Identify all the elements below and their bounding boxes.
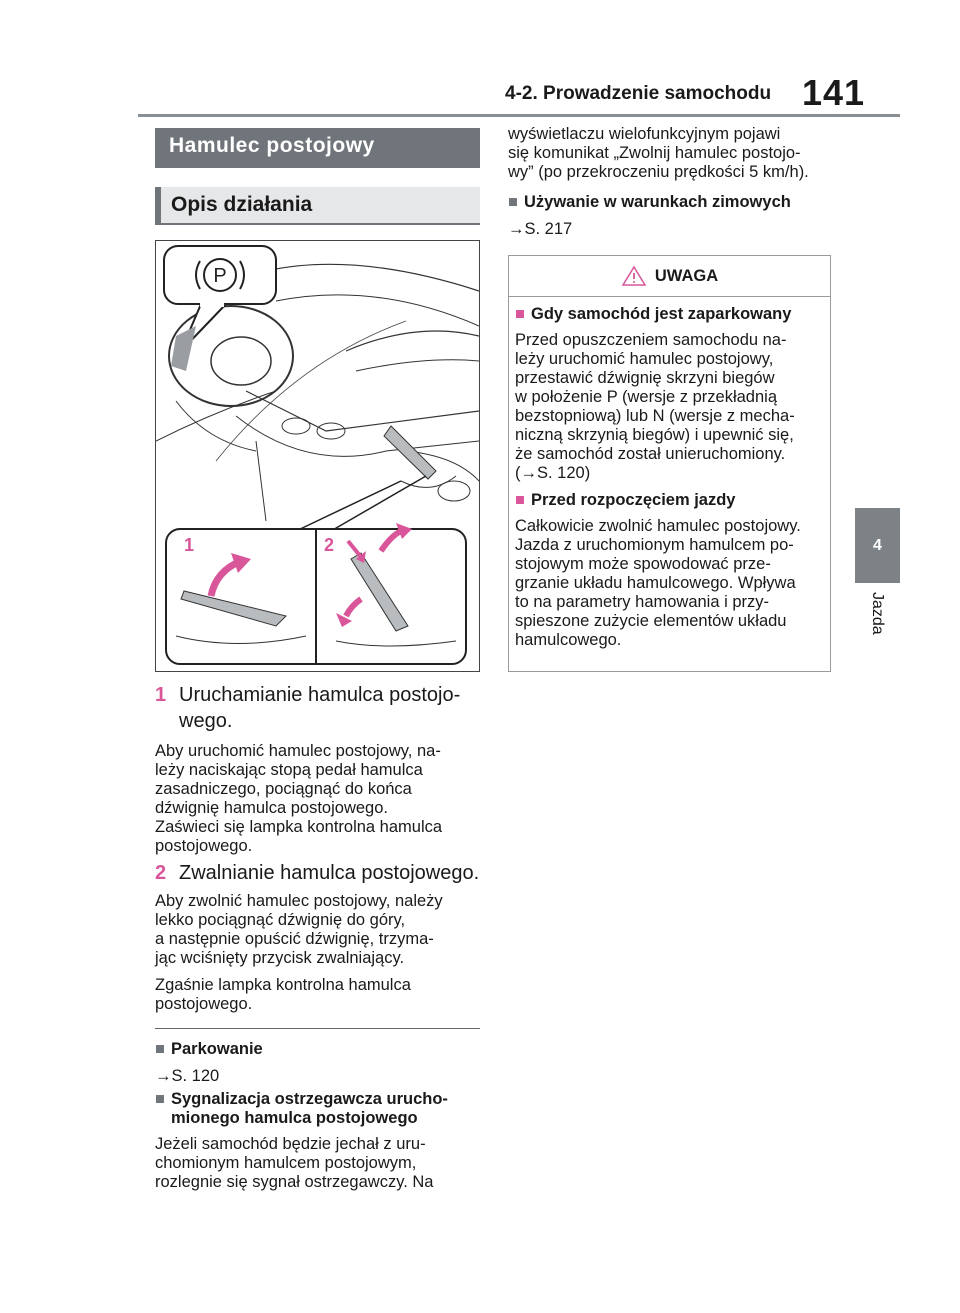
step-1-number: 1 [155,684,167,706]
section-divider [155,1028,480,1029]
text-line: Jazda z uruchomionym hamulcem po- [515,536,794,554]
caution-box [508,255,831,672]
warning-triangle-icon [621,265,647,287]
text-line: postojowego. [155,837,253,855]
text-line: leży naciskając stopą pedał hamulca [155,761,423,779]
text-line: w położenie P (wersje z przekładnią [515,388,777,406]
illustration-svg [156,241,479,671]
text-line: się komunikat „Zwolnij hamulec postojo- [508,144,801,162]
text-line: Jeżeli samochód będzie jechał z uru- [155,1135,426,1153]
section-subtitle: Opis działania [155,187,480,223]
square-bullet-icon: ■ [508,193,518,211]
page-title: Hamulec postojowy [155,128,480,168]
text-line: leży uruchomić hamulec postojowy, [515,350,774,368]
text-line: lekko pociągnąć dźwignię do góry, [155,911,406,929]
text-line: niczną skrzynią biegów) i upewnić się, [515,426,794,444]
step-1-body [155,742,480,856]
before-driving-heading-text: Przed rozpoczęciem jazdy [531,491,736,509]
step-2-title [155,860,480,886]
parking-block [155,1040,480,1086]
caution-label: UWAGA [654,266,719,285]
parked-heading [515,305,824,324]
step-2-note [155,976,480,1014]
parking-brake-illustration [155,240,480,672]
p-symbol: P [213,265,227,287]
header-divider [138,114,900,117]
section-title: 4-2. Prowadzenie samochodu [505,83,772,104]
square-bullet-icon: ■ [515,491,525,509]
winter-page-ref[interactable]: →S. 217 [508,220,573,238]
before-driving-body [515,517,824,650]
step-2-number: 2 [155,862,167,884]
text-line: wy” (po przekroczeniu prędkości 5 km/h). [508,163,809,181]
warning-signal-heading [155,1090,480,1128]
parking-heading [155,1040,480,1059]
step-1 [155,682,480,856]
text-line: chomionym hamulcem postojowym, [155,1154,417,1172]
text-line: wyświetlaczu wielofunkcyjnym pojawi [508,125,781,143]
text-line: rozlegnie się sygnał ostrzegawczy. Na [155,1173,434,1191]
text-line: to na parametry hamowania i przy- [515,593,770,611]
text-line: zasadniczego, pociągnąć do końca [155,780,412,798]
caution-body [509,297,830,650]
heading-line: Sygnalizacja ostrzegawcza urucho- [171,1090,448,1108]
square-bullet-icon: ■ [515,305,525,323]
step-1-title-line1: Uruchamianie hamulca postojo- [179,684,461,706]
step-1-title [155,682,480,734]
parked-body [515,331,824,483]
subtitle-divider [155,223,480,225]
chapter-label: Jazda [869,592,886,635]
text-line: Aby uruchomić hamulec postojowy, na- [155,742,441,760]
callout-2: 2 [324,535,335,555]
text-line: spieszone zużycie elementów układu [515,612,787,630]
chapter-number: 4 [873,536,882,554]
text-line: jąc wciśnięty przycisk zwalniający. [155,949,405,967]
page-number: 141 [802,72,866,113]
caution-header [509,256,830,296]
step-1-title-line2: wego. [179,710,233,732]
square-bullet-icon: ■ [155,1040,165,1058]
text-line: bezstopniową) lub N (wersje z mecha- [515,407,795,425]
text-line: postojowego. [155,995,253,1013]
parked-heading-text: Gdy samochód jest zaparkowany [531,305,792,323]
page-ref[interactable]: (→S. 120) [515,464,591,482]
winter-heading [508,193,833,212]
parking-heading-text: Parkowanie [171,1040,263,1058]
before-driving-heading [515,491,824,510]
text-line: że samochód został unieruchomiony. [515,445,786,463]
text-line: Aby zwolnić hamulec postojowy, należy [155,892,443,910]
step-2 [155,860,480,1014]
square-bullet-icon: ■ [155,1090,165,1108]
text-line: Zgaśnie lampka kontrolna hamulca [155,976,411,994]
text-line: a następnie opuścić dźwignię, trzyma- [155,930,434,948]
step-2-body [155,892,480,968]
text-line: stojowym może spowodować prze- [515,555,771,573]
warning-signal-body [155,1135,480,1192]
winter-block [508,193,833,239]
chapter-tab[interactable] [855,508,900,583]
text-line: grzanie układu hamulcowego. Wpływa [515,574,796,592]
text-line: Przed opuszczeniem samochodu na- [515,331,787,349]
warning-signal-block [155,1090,480,1192]
text-line: dźwignię hamulca postojowego. [155,799,388,817]
text-line: Całkowicie zwolnić hamulec postojowy. [515,517,801,535]
text-line: przestawić dźwignię skrzyni biegów [515,369,775,387]
parking-page-ref[interactable]: →S. 120 [155,1067,220,1085]
text-line: hamulcowego. [515,631,622,649]
text-line: Zaświeci się lampka kontrolna hamulca [155,818,443,836]
step-2-title-text: Zwalnianie hamulca postojowego. [179,862,480,884]
heading-line: mionego hamulca postojowego [171,1109,418,1127]
callout-1: 1 [184,535,195,555]
continued-text [508,125,833,182]
winter-heading-text: Używanie w warunkach zimowych [524,193,791,211]
